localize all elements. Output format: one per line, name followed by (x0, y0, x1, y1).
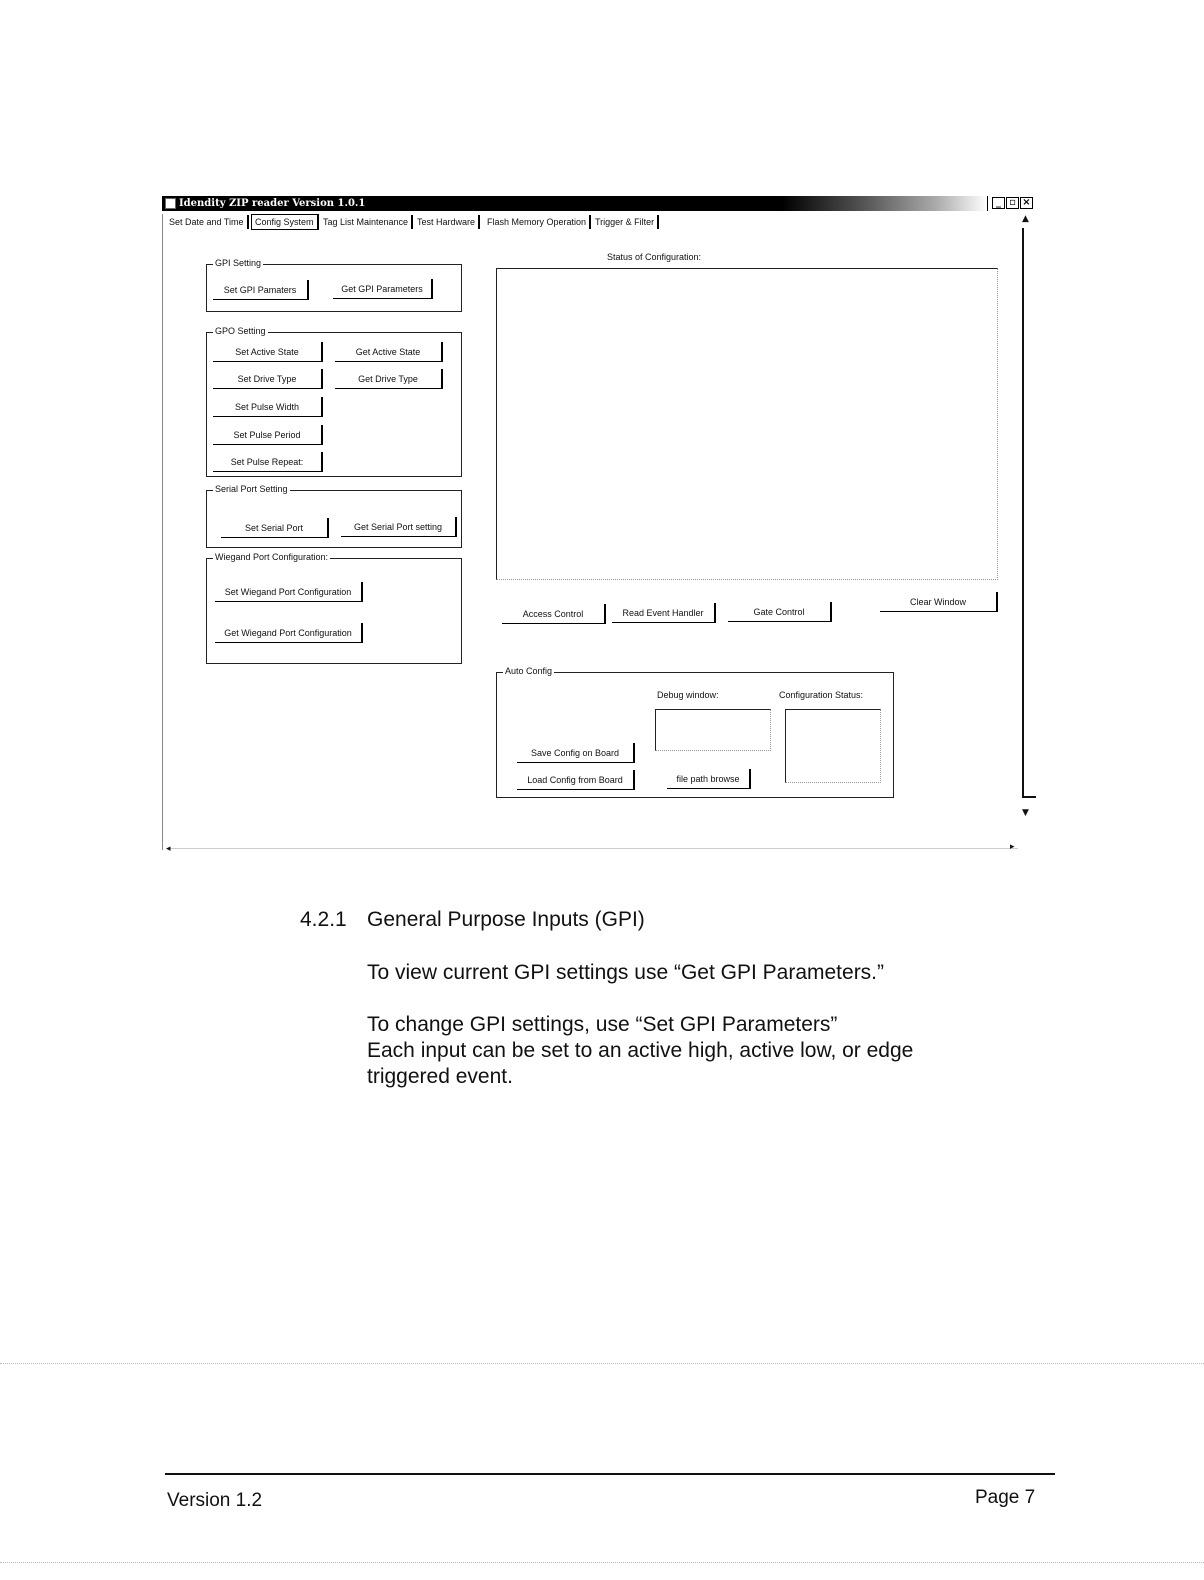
window-controls (988, 196, 1036, 211)
get-wiegand-port-button[interactable]: Get Wiegand Port Configuration (215, 623, 363, 643)
scroll-left-icon[interactable]: ◂ (166, 844, 171, 854)
scrollbar-thumb[interactable] (1022, 796, 1036, 798)
gpo-setting-group (206, 326, 462, 477)
section-heading (300, 908, 645, 932)
tab-config-system[interactable]: Config System (251, 214, 319, 230)
configuration-status-box[interactable] (785, 709, 881, 783)
get-drive-type-button[interactable]: Get Drive Type (335, 369, 443, 389)
serial-port-setting-label: Serial Port Setting (215, 484, 288, 494)
scroll-up-icon[interactable]: ▲ (1022, 214, 1029, 224)
debug-window-label: Debug window: (657, 690, 719, 700)
get-gpi-parameters-button[interactable]: Get GPI Parameters (333, 279, 433, 299)
scan-line (0, 1562, 1204, 1563)
auto-config-label: Auto Config (505, 666, 553, 676)
clear-window-button[interactable]: Clear Window (880, 592, 998, 612)
scan-line (0, 1363, 1204, 1364)
gate-control-button[interactable]: Gate Control (728, 602, 832, 622)
close-icon[interactable]: × (1020, 197, 1033, 209)
set-drive-type-button[interactable]: Set Drive Type (213, 369, 323, 389)
horizontal-scrollbar-track[interactable] (168, 848, 1018, 849)
set-gpi-parameters-button[interactable]: Set GPI Pamaters (213, 280, 309, 300)
gpi-setting-group (206, 258, 462, 312)
title-bar-gradient (782, 196, 987, 211)
tab-trigger-filter[interactable]: Trigger & Filter (592, 215, 659, 229)
set-pulse-repeat-button[interactable]: Set Pulse Repeat: (213, 452, 323, 472)
auto-config-group (496, 666, 894, 798)
app-icon (165, 198, 176, 209)
gpi-setting-label: GPI Setting (215, 258, 262, 268)
scroll-right-icon[interactable]: ▸ (1010, 842, 1015, 852)
serial-port-setting-group (206, 484, 462, 548)
status-of-configuration-window (496, 268, 998, 580)
set-active-state-button[interactable]: Set Active State (213, 342, 323, 362)
window-title: Idendity ZIP reader Version 1.0.1 (179, 198, 366, 209)
tab-test-hardware[interactable]: Test Hardware (414, 215, 480, 229)
gpo-setting-label: GPO Setting (215, 326, 266, 336)
paragraph-input-modes: Each input can be set to an active high, active low, or edge triggered event. (367, 1039, 914, 1088)
footer-version: Version 1.2 (167, 1490, 263, 1511)
set-pulse-period-button[interactable]: Set Pulse Period (213, 425, 323, 445)
footer-page-number: Page 7 (975, 1487, 1036, 1508)
window-left-edge (162, 214, 163, 850)
minimize-icon[interactable]: _ (992, 197, 1005, 209)
debug-window-box[interactable] (655, 709, 771, 751)
tab-flash-memory[interactable]: Flash Memory Operation (484, 215, 591, 229)
configuration-status-label: Configuration Status: (779, 690, 864, 700)
get-serial-port-setting-button[interactable]: Get Serial Port setting (341, 517, 457, 537)
section-number: 4.2.1 (300, 908, 347, 931)
tab-tag-list[interactable]: Tag List Maintenance (320, 215, 413, 229)
tab-set-date-time[interactable]: Set Date and Time (166, 215, 249, 229)
set-serial-port-button[interactable]: Set Serial Port (221, 518, 329, 538)
set-wiegand-port-button[interactable]: Set Wiegand Port Configuration (215, 582, 363, 602)
app-window (162, 196, 1036, 856)
save-config-button[interactable]: Save Config on Board (517, 743, 635, 763)
read-event-handler-button[interactable]: Read Event Handler (612, 603, 716, 623)
access-control-button[interactable]: Access Control (502, 604, 606, 624)
title-bar (162, 196, 1036, 211)
section-title: General Purpose Inputs (GPI) (367, 908, 645, 931)
maximize-icon[interactable]: ▫ (1006, 197, 1019, 209)
footer-rule (165, 1473, 1055, 1475)
vertical-scrollbar-track[interactable] (1022, 228, 1024, 798)
file-path-browse-button[interactable]: file path browse (667, 769, 751, 789)
scroll-down-icon[interactable]: ▼ (1022, 808, 1029, 818)
wiegand-port-label: Wiegand Port Configuration: (215, 552, 329, 562)
load-config-button[interactable]: Load Config from Board (517, 770, 635, 790)
paragraph-view-settings: To view current GPI settings use “Get GPI Parameters.” (367, 961, 885, 984)
set-pulse-width-button[interactable]: Set Pulse Width (213, 397, 323, 417)
paragraph-change-settings: To change GPI settings, use “Set GPI Parameters” (367, 1013, 838, 1036)
wiegand-port-group (206, 552, 462, 664)
get-active-state-button[interactable]: Get Active State (335, 342, 443, 362)
status-of-configuration-label: Status of Configuration: (607, 252, 702, 262)
